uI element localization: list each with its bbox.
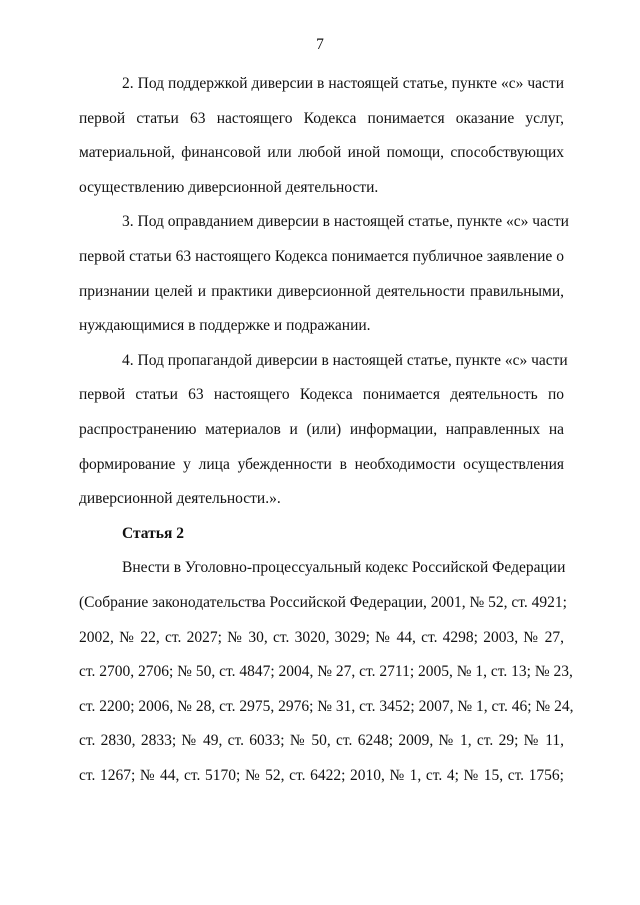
text-line: первой статьи 63 настоящего Кодекса понимается деятельность по: [79, 386, 564, 404]
text-line: Внести в Уголовно-процессуальный кодекс Российской Федерации: [122, 559, 566, 577]
text-line: ст. 1267; № 44, ст. 5170; № 52, ст. 6422; 2010, № 1, ст. 4; № 15, ст. 1756;: [79, 766, 564, 784]
text-line: 2. Под поддержкой диверсии в настоящей статье, пункте «с» части: [122, 75, 564, 92]
text-line: 4. Под пропагандой диверсии в настоящей статье, пункте «с» части: [122, 351, 568, 369]
text-line: (Собрание законодательства Российской Федерации, 2001, № 52, ст. 4921;: [79, 593, 567, 611]
text-line: 3. Под оправданием диверсии в настоящей статье, пункте «с» части: [122, 213, 569, 231]
text-line: нуждающимися в поддержке и подражании.: [79, 317, 371, 335]
text-line: материальной, финансовой или любой иной помощи, способствующих: [79, 144, 564, 162]
text-line: формирование у лица убежденности в необходимости осуществления: [79, 455, 564, 473]
text-line: признании целей и практики диверсионной деятельности правильными,: [79, 282, 564, 300]
text-line: ст. 2830, 2833; № 49, ст. 6033; № 50, ст. 6248; 2009, № 1, ст. 29; № 11,: [79, 732, 564, 750]
article-heading: Статья 2: [122, 524, 184, 542]
text-line: ст. 2700, 2706; № 50, ст. 4847; 2004, № 27, ст. 2711; 2005, № 1, ст. 13; № 23,: [79, 663, 573, 681]
text-line: осуществлению диверсионной деятельности.: [79, 178, 379, 196]
text-line: первой статьи 63 настоящего Кодекса понимается оказание услуг,: [79, 109, 564, 127]
document-body: [79, 67, 574, 793]
text-line: ст. 2200; 2006, № 28, ст. 2975, 2976; № 31, ст. 3452; 2007, № 1, ст. 46; № 24,: [79, 697, 574, 715]
text-line: распространению материалов и (или) информации, направленных на: [79, 420, 564, 438]
text-line: 2002, № 22, ст. 2027; № 30, ст. 3020, 3029; № 44, ст. 4298; 2003, № 27,: [79, 628, 564, 646]
page-number: 7: [316, 36, 324, 53]
text-line: диверсионной деятельности.».: [79, 490, 281, 508]
text-line: первой статьи 63 настоящего Кодекса понимается публичное заявление о: [79, 247, 564, 265]
